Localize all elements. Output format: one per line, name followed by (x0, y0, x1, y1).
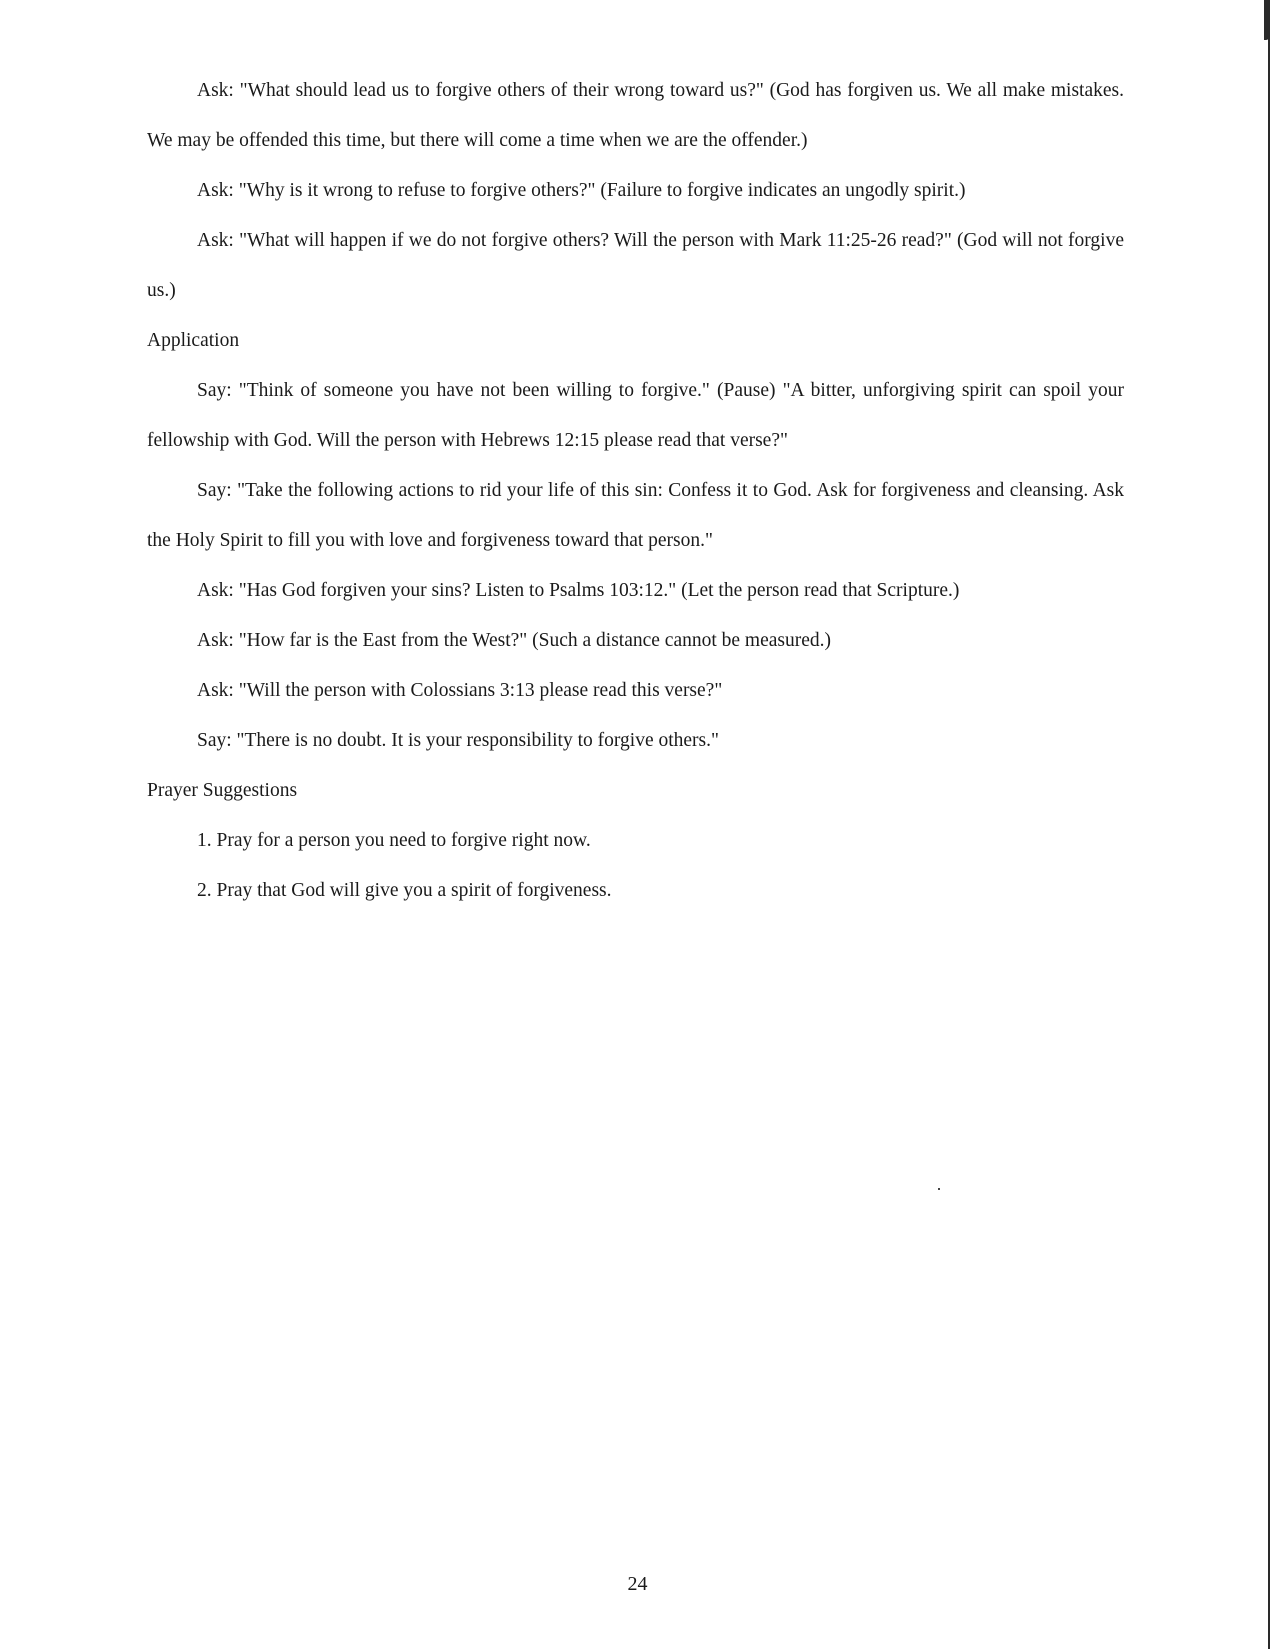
application-heading: Application (147, 330, 240, 351)
scan-edge-line (1268, 0, 1270, 1649)
paragraph-forgive-reason: Ask: "What should lead us to forgive others of their wrong toward us?" (God has forgiven us. We all make mistakes. We may be offended this time, but there will come a time when we are the offender.) (147, 80, 1124, 151)
prayer-item-1: 1. Pray for a person you need to forgive right now. (197, 830, 591, 851)
scan-speck (938, 1188, 940, 1190)
paragraph-refuse-forgive: Ask: "Why is it wrong to refuse to forgive others?" (Failure to forgive indicates an ungodly spirit.) (197, 180, 966, 201)
paragraph-mark-reference: Ask: "What will happen if we do not forgive others? Will the person with Mark 11:25-26 read?" (God will not forgive us.) (147, 230, 1124, 301)
paragraph-take-actions: Say: "Take the following actions to rid your life of this sin: Confess it to God. Ask for forgiveness and cleansing. Ask the Holy Spirit to fill you with love and forgiveness toward that person." (147, 480, 1124, 551)
paragraph-colossians-reference: Ask: "Will the person with Colossians 3:13 please read this verse?" (197, 680, 723, 701)
prayer-suggestions-heading: Prayer Suggestions (147, 780, 298, 801)
paragraph-think-of-someone: Say: "Think of someone you have not been willing to forgive." (Pause) "A bitter, unforgiving spirit can spoil your fellowship with God. Will the person with Hebrews 12:15 please read that verse?" (147, 380, 1124, 451)
paragraph-east-west: Ask: "How far is the East from the West?" (Such a distance cannot be measured.) (197, 630, 832, 651)
prayer-item-2: 2. Pray that God will give you a spirit of forgiveness. (197, 880, 612, 901)
page-number: 24 (627, 1573, 648, 1595)
paragraph-psalms-reference: Ask: "Has God forgiven your sins? Listen to Psalms 103:12." (Let the person read that Scripture.) (197, 580, 960, 601)
paragraph-responsibility: Say: "There is no doubt. It is your responsibility to forgive others." (197, 730, 719, 751)
body-text (147, 66, 1124, 916)
